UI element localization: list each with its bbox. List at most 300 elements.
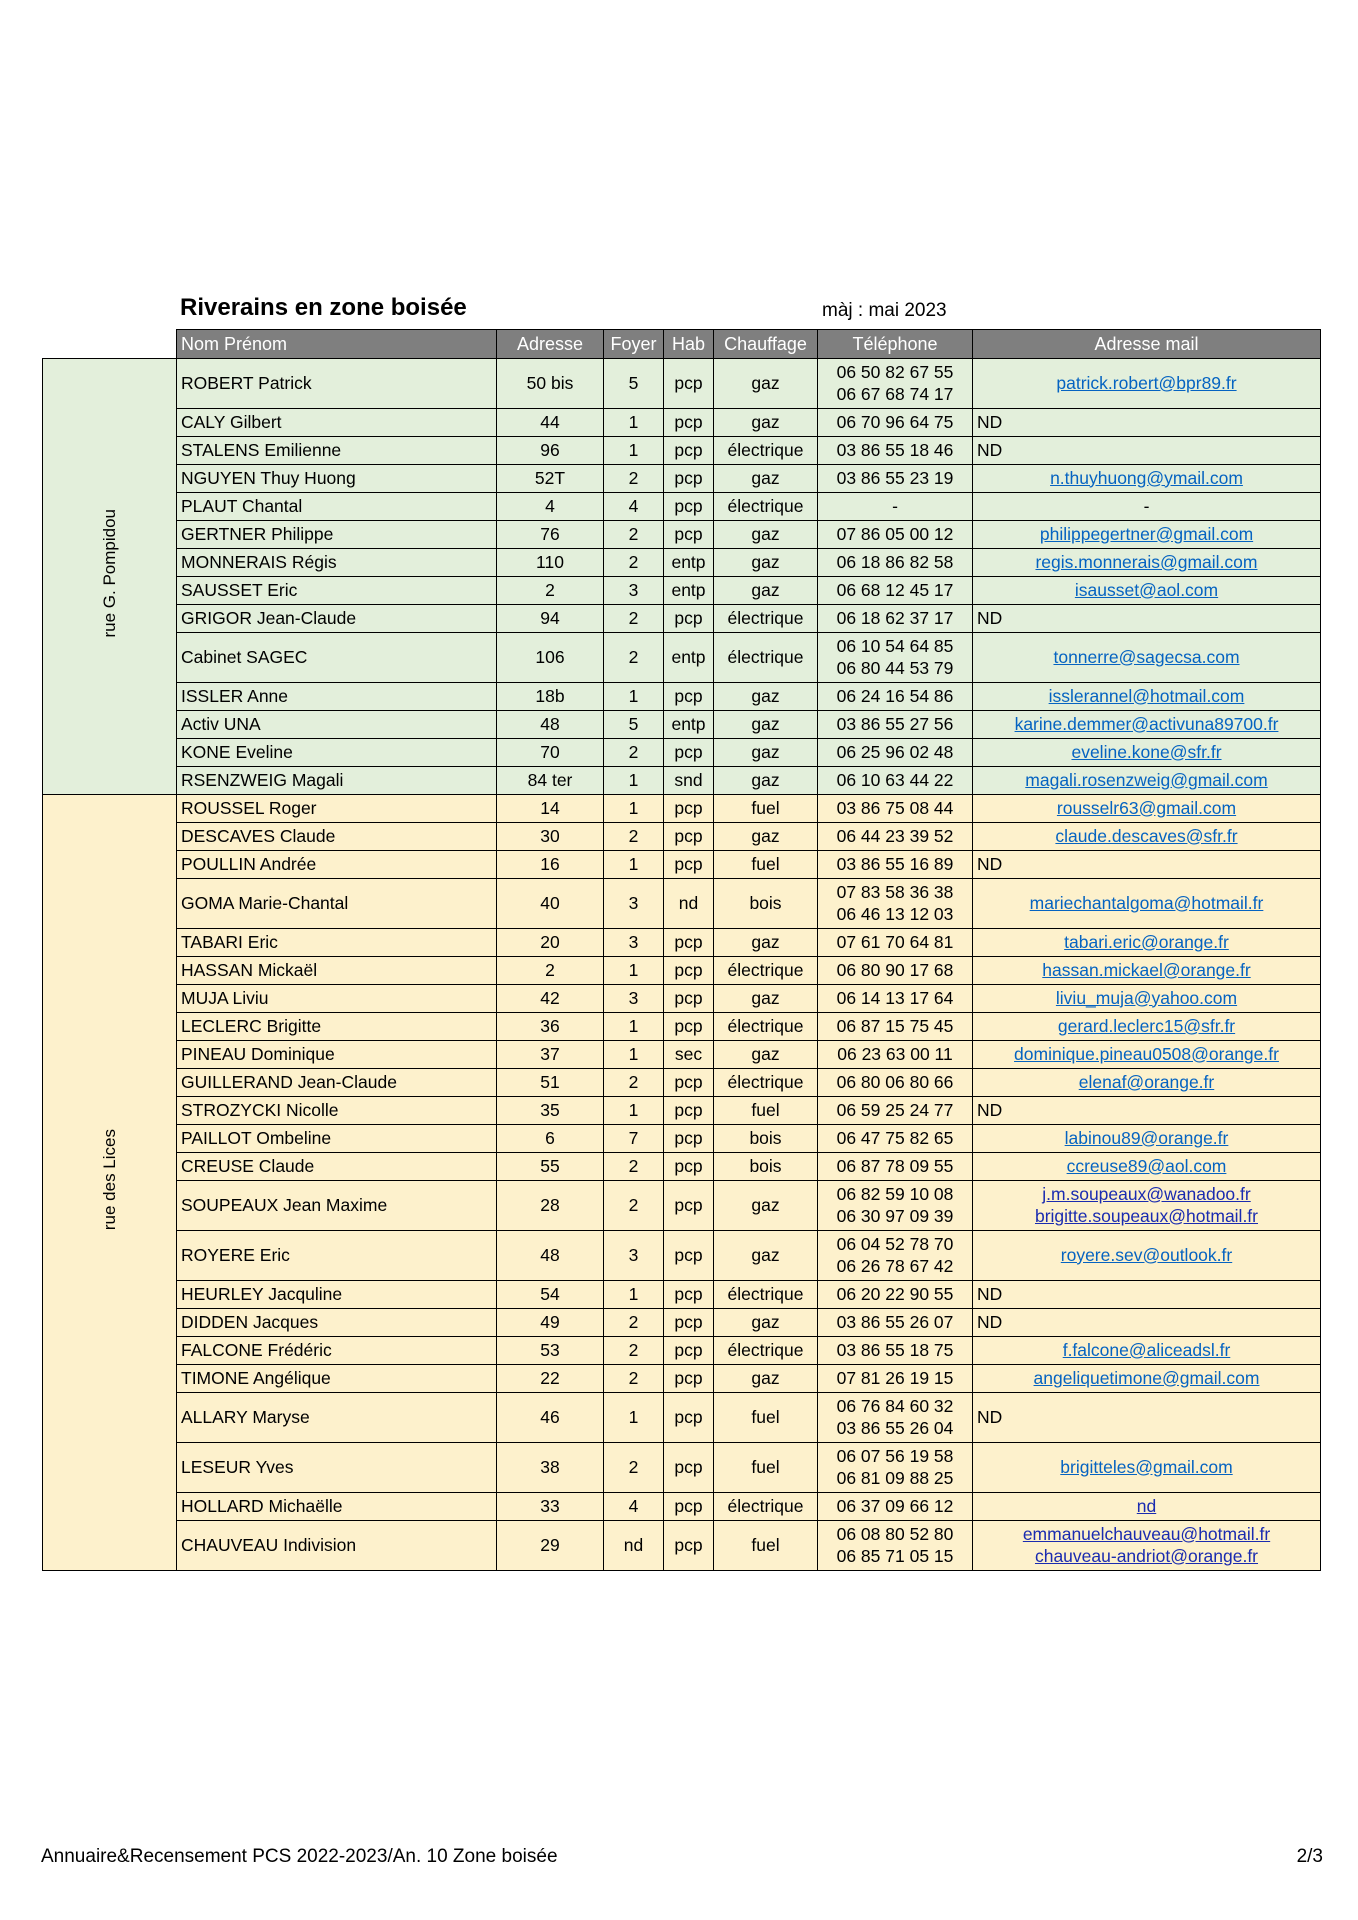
resident-name-cell: HOLLARD Michaëlle: [177, 1493, 497, 1521]
email-link[interactable]: ccreuse89@aol.com: [1066, 1155, 1227, 1176]
phone-number: 07 81 26 19 15: [836, 1367, 954, 1388]
phone-number: 06 44 23 39 52: [836, 825, 954, 846]
email-link[interactable]: isslerannel@hotmail.com: [1048, 685, 1245, 706]
email-cell: [973, 1069, 1321, 1097]
address-cell: 94: [497, 605, 604, 633]
hab-cell: pcp: [664, 1365, 714, 1393]
hab-cell: pcp: [664, 1337, 714, 1365]
heating-cell: gaz: [714, 549, 818, 577]
address-cell: 96: [497, 437, 604, 465]
resident-name-cell: NGUYEN Thuy Huong: [177, 465, 497, 493]
heating-cell: gaz: [714, 985, 818, 1013]
phone-number: 06 07 56 19 58: [836, 1445, 954, 1466]
hab-cell: pcp: [664, 1231, 714, 1281]
address-cell: 22: [497, 1365, 604, 1393]
table-row: [43, 633, 1321, 683]
address-cell: 37: [497, 1041, 604, 1069]
phone-cell: [818, 1337, 973, 1365]
resident-name-cell: GRIGOR Jean-Claude: [177, 605, 497, 633]
hab-cell: pcp: [664, 605, 714, 633]
address-cell: 46: [497, 1393, 604, 1443]
phone-cell: [818, 711, 973, 739]
email-cell: [973, 929, 1321, 957]
household-cell: 2: [604, 1153, 664, 1181]
household-cell: 1: [604, 1393, 664, 1443]
email-link[interactable]: gerard.leclerc15@sfr.fr: [1057, 1015, 1236, 1036]
household-cell: 2: [604, 549, 664, 577]
email-cell: [973, 521, 1321, 549]
heating-cell: fuel: [714, 1393, 818, 1443]
phone-number: 06 18 86 82 58: [836, 551, 954, 572]
resident-name-cell: KONE Eveline: [177, 739, 497, 767]
table-row: [43, 795, 1321, 823]
phone-cell: [818, 1393, 973, 1443]
address-cell: 55: [497, 1153, 604, 1181]
household-cell: 2: [604, 1443, 664, 1493]
address-cell: 49: [497, 1309, 604, 1337]
phone-number: 06 10 63 44 22: [836, 769, 954, 790]
heating-cell: fuel: [714, 1521, 818, 1571]
household-cell: 1: [604, 795, 664, 823]
address-cell: 106: [497, 633, 604, 683]
address-cell: 16: [497, 851, 604, 879]
email-cell: [973, 465, 1321, 493]
phone-number: 06 46 13 12 03: [836, 903, 954, 924]
resident-name-cell: ISSLER Anne: [177, 683, 497, 711]
hab-cell: pcp: [664, 437, 714, 465]
address-cell: 35: [497, 1097, 604, 1125]
household-cell: 3: [604, 1231, 664, 1281]
address-cell: 2: [497, 577, 604, 605]
phone-cell: [818, 1125, 973, 1153]
address-cell: 38: [497, 1443, 604, 1493]
phone-number: -: [892, 495, 898, 516]
email-cell: [973, 739, 1321, 767]
heating-cell: gaz: [714, 739, 818, 767]
phone-number: 03 86 55 18 75: [836, 1339, 954, 1360]
household-cell: 1: [604, 767, 664, 795]
table-row: [43, 577, 1321, 605]
household-cell: 3: [604, 929, 664, 957]
table-row: [43, 549, 1321, 577]
phone-number: 06 25 96 02 48: [836, 741, 954, 762]
email-link[interactable]: philippegertner@gmail.com: [1039, 523, 1254, 544]
table-row: [43, 711, 1321, 739]
email-cell: [973, 795, 1321, 823]
household-cell: 1: [604, 683, 664, 711]
email-cell: [973, 437, 1321, 465]
table-row: [43, 1231, 1321, 1281]
document-title: Riverains en zone boisée: [180, 294, 467, 321]
email-link[interactable]: magali.rosenzweig@gmail.com: [1025, 769, 1268, 790]
email-link[interactable]: j.m.soupeaux@wanadoo.fr: [1042, 1183, 1251, 1204]
header-heating: Chauffage: [714, 330, 818, 359]
email-text: ND: [977, 1099, 1003, 1120]
email-link[interactable]: liviu_muja@yahoo.com: [1055, 987, 1238, 1008]
email-link[interactable]: brigitteles@gmail.com: [1060, 1456, 1233, 1477]
header-address: Adresse: [497, 330, 604, 359]
table-row: [43, 1393, 1321, 1443]
resident-name-cell: CHAUVEAU Indivision: [177, 1521, 497, 1571]
table-row: [43, 929, 1321, 957]
phone-cell: [818, 1013, 973, 1041]
email-text: ND: [977, 411, 1003, 432]
phone-number: 06 47 75 82 65: [836, 1127, 954, 1148]
phone-cell: [818, 957, 973, 985]
resident-name-cell: RSENZWEIG Magali: [177, 767, 497, 795]
phone-cell: [818, 1521, 973, 1571]
email-link[interactable]: tabari.eric@orange.fr: [1064, 931, 1229, 952]
hab-cell: pcp: [664, 957, 714, 985]
email-cell: [973, 1493, 1321, 1521]
resident-name-cell: HEURLEY Jacquline: [177, 1281, 497, 1309]
email-cell: [973, 1097, 1321, 1125]
email-text: ND: [977, 439, 1003, 460]
heating-cell: gaz: [714, 683, 818, 711]
email-cell: [973, 1153, 1321, 1181]
table-row: [43, 1153, 1321, 1181]
household-cell: 2: [604, 1069, 664, 1097]
phone-number: 06 70 96 64 75: [836, 411, 954, 432]
email-link[interactable]: isausset@aol.com: [1074, 579, 1219, 600]
email-link[interactable]: labinou89@orange.fr: [1064, 1127, 1229, 1148]
resident-name-cell: CREUSE Claude: [177, 1153, 497, 1181]
email-cell: [973, 985, 1321, 1013]
household-cell: 4: [604, 1493, 664, 1521]
phone-cell: [818, 1097, 973, 1125]
household-cell: nd: [604, 1521, 664, 1571]
resident-name-cell: PLAUT Chantal: [177, 493, 497, 521]
email-link[interactable]: elenaf@orange.fr: [1078, 1071, 1215, 1092]
address-cell: 6: [497, 1125, 604, 1153]
email-link[interactable]: brigitte.soupeaux@hotmail.fr: [1034, 1205, 1258, 1226]
address-cell: 42: [497, 985, 604, 1013]
phone-cell: [818, 929, 973, 957]
email-link[interactable]: n.thuyhuong@ymail.com: [1050, 467, 1243, 488]
heating-cell: électrique: [714, 1281, 818, 1309]
table-row: [43, 465, 1321, 493]
heating-cell: gaz: [714, 359, 818, 409]
hab-cell: pcp: [664, 1097, 714, 1125]
phone-cell: [818, 1041, 973, 1069]
table-row: [43, 1013, 1321, 1041]
resident-name-cell: Cabinet SAGEC: [177, 633, 497, 683]
phone-cell: [818, 549, 973, 577]
email-cell: [973, 493, 1321, 521]
phone-cell: [818, 767, 973, 795]
resident-name-cell: GERTNER Philippe: [177, 521, 497, 549]
email-link[interactable]: royere.sev@outlook.fr: [1060, 1244, 1233, 1265]
address-cell: 54: [497, 1281, 604, 1309]
table-row: [43, 739, 1321, 767]
address-cell: 30: [497, 823, 604, 851]
email-link[interactable]: tonnerre@sagecsa.com: [1053, 646, 1240, 667]
email-link[interactable]: hassan.mickael@orange.fr: [1042, 959, 1251, 980]
resident-name-cell: MONNERAIS Régis: [177, 549, 497, 577]
phone-number: 06 23 63 00 11: [837, 1043, 953, 1064]
phone-cell: [818, 1181, 973, 1231]
household-cell: 2: [604, 521, 664, 549]
table-row: [43, 605, 1321, 633]
email-link[interactable]: chauveau-andriot@orange.fr: [1034, 1545, 1259, 1566]
resident-name-cell: LESEUR Yves: [177, 1443, 497, 1493]
address-cell: 18b: [497, 683, 604, 711]
household-cell: 1: [604, 1013, 664, 1041]
resident-name-cell: DESCAVES Claude: [177, 823, 497, 851]
household-cell: 1: [604, 1097, 664, 1125]
heating-cell: électrique: [714, 605, 818, 633]
heating-cell: gaz: [714, 1041, 818, 1069]
phone-number: 06 76 84 60 32: [836, 1395, 954, 1416]
email-text: ND: [977, 1406, 1003, 1427]
address-cell: 33: [497, 1493, 604, 1521]
email-link[interactable]: dominique.pineau0508@orange.fr: [1014, 1043, 1279, 1064]
heating-cell: bois: [714, 879, 818, 929]
header-hab: Hab: [664, 330, 714, 359]
footer-document-reference: Annuaire&Recensement PCS 2022-2023/An. 10 Zone boisée: [41, 1846, 558, 1867]
table-row: [43, 1281, 1321, 1309]
heating-cell: gaz: [714, 767, 818, 795]
table-row: [43, 957, 1321, 985]
hab-cell: pcp: [664, 1153, 714, 1181]
table-row: [43, 1443, 1321, 1493]
email-cell: [973, 851, 1321, 879]
email-text: ND: [977, 1311, 1003, 1332]
household-cell: 1: [604, 1041, 664, 1069]
email-text: -: [1143, 495, 1150, 516]
address-cell: 53: [497, 1337, 604, 1365]
heating-cell: gaz: [714, 409, 818, 437]
resident-name-cell: GUILLERAND Jean-Claude: [177, 1069, 497, 1097]
resident-name-cell: TIMONE Angélique: [177, 1365, 497, 1393]
address-cell: 76: [497, 521, 604, 549]
heating-cell: électrique: [714, 633, 818, 683]
household-cell: 1: [604, 957, 664, 985]
table-row: [43, 683, 1321, 711]
address-cell: 36: [497, 1013, 604, 1041]
resident-name-cell: SOUPEAUX Jean Maxime: [177, 1181, 497, 1231]
street-group-pompidou: [43, 359, 177, 795]
email-text: ND: [977, 607, 1003, 628]
address-cell: 84 ter: [497, 767, 604, 795]
email-text: ND: [977, 1283, 1003, 1304]
household-cell: 7: [604, 1125, 664, 1153]
resident-name-cell: FALCONE Frédéric: [177, 1337, 497, 1365]
phone-number: 03 86 55 26 04: [836, 1417, 954, 1438]
email-cell: [973, 409, 1321, 437]
phone-cell: [818, 493, 973, 521]
household-cell: 2: [604, 605, 664, 633]
email-link[interactable]: angeliquetimone@gmail.com: [1033, 1367, 1260, 1388]
address-cell: 48: [497, 711, 604, 739]
phone-number: 06 26 78 67 42: [836, 1255, 954, 1276]
email-link[interactable]: mariechantalgoma@hotmail.fr: [1029, 892, 1264, 913]
email-cell: [973, 957, 1321, 985]
address-cell: 28: [497, 1181, 604, 1231]
phone-cell: [818, 879, 973, 929]
hab-cell: pcp: [664, 1125, 714, 1153]
household-cell: 2: [604, 739, 664, 767]
header-spacer: [43, 330, 177, 359]
heating-cell: fuel: [714, 1443, 818, 1493]
resident-name-cell: CALY Gilbert: [177, 409, 497, 437]
phone-number: 06 80 06 80 66: [836, 1071, 954, 1092]
household-cell: 2: [604, 1181, 664, 1231]
table-row: [43, 985, 1321, 1013]
email-cell: [973, 1181, 1321, 1231]
hab-cell: pcp: [664, 795, 714, 823]
email-cell: [973, 1281, 1321, 1309]
resident-name-cell: Activ UNA: [177, 711, 497, 739]
email-cell: [973, 823, 1321, 851]
phone-cell: [818, 851, 973, 879]
phone-cell: [818, 1443, 973, 1493]
email-link[interactable]: f.falcone@aliceadsl.fr: [1062, 1339, 1231, 1360]
email-link[interactable]: nd: [1136, 1495, 1157, 1516]
phone-cell: [818, 1365, 973, 1393]
phone-number: 06 14 13 17 64: [836, 987, 954, 1008]
phone-number: 07 86 05 00 12: [836, 523, 954, 544]
phone-cell: [818, 521, 973, 549]
heating-cell: gaz: [714, 1365, 818, 1393]
table-row: [43, 823, 1321, 851]
email-cell: [973, 1309, 1321, 1337]
phone-cell: [818, 1231, 973, 1281]
phone-cell: [818, 1153, 973, 1181]
resident-name-cell: ALLARY Maryse: [177, 1393, 497, 1443]
email-link[interactable]: rousselr63@gmail.com: [1056, 797, 1237, 818]
heating-cell: électrique: [714, 1493, 818, 1521]
phone-number: 06 59 25 24 77: [836, 1099, 954, 1120]
resident-name-cell: TABARI Eric: [177, 929, 497, 957]
household-cell: 2: [604, 633, 664, 683]
email-cell: [973, 549, 1321, 577]
table-row: [43, 851, 1321, 879]
email-link[interactable]: eveline.kone@sfr.fr: [1071, 741, 1222, 762]
hab-cell: pcp: [664, 1443, 714, 1493]
email-link[interactable]: emmanuelchauveau@hotmail.fr: [1022, 1523, 1271, 1544]
heating-cell: bois: [714, 1153, 818, 1181]
address-cell: 2: [497, 957, 604, 985]
resident-name-cell: SAUSSET Eric: [177, 577, 497, 605]
table-row: [43, 359, 1321, 409]
phone-number: 06 50 82 67 55: [836, 361, 954, 382]
phone-cell: [818, 823, 973, 851]
household-cell: 5: [604, 711, 664, 739]
header-email: Adresse mail: [973, 330, 1321, 359]
email-cell: [973, 359, 1321, 409]
phone-number: 03 86 55 16 89: [836, 853, 954, 874]
email-cell: [973, 1231, 1321, 1281]
street-group-lices: [43, 795, 177, 1571]
heating-cell: gaz: [714, 1309, 818, 1337]
phone-cell: [818, 1309, 973, 1337]
address-cell: 70: [497, 739, 604, 767]
hab-cell: pcp: [664, 1393, 714, 1443]
table-row: [43, 767, 1321, 795]
email-link[interactable]: claude.descaves@sfr.fr: [1055, 825, 1238, 846]
update-date: màj : mai 2023: [822, 300, 947, 321]
street-label: rue des Lices: [99, 1129, 119, 1231]
phone-cell: [818, 359, 973, 409]
email-cell: [973, 1365, 1321, 1393]
phone-number: 06 18 62 37 17: [836, 607, 954, 628]
household-cell: 1: [604, 1281, 664, 1309]
phone-number: 06 68 12 45 17: [836, 579, 954, 600]
heating-cell: gaz: [714, 711, 818, 739]
header-phone: Téléphone: [818, 330, 973, 359]
household-cell: 5: [604, 359, 664, 409]
email-cell: [973, 879, 1321, 929]
heating-cell: électrique: [714, 1069, 818, 1097]
email-link[interactable]: karine.demmer@activuna89700.fr: [1014, 713, 1279, 734]
heating-cell: électrique: [714, 957, 818, 985]
email-link[interactable]: patrick.robert@bpr89.fr: [1056, 372, 1237, 393]
heating-cell: fuel: [714, 795, 818, 823]
phone-number: 07 83 58 36 38: [836, 881, 954, 902]
address-cell: 4: [497, 493, 604, 521]
household-cell: 1: [604, 437, 664, 465]
hab-cell: sec: [664, 1041, 714, 1069]
heating-cell: gaz: [714, 1231, 818, 1281]
table-body: [43, 359, 1321, 1571]
phone-cell: [818, 409, 973, 437]
header-name: Nom Prénom: [177, 330, 497, 359]
resident-name-cell: MUJA Liviu: [177, 985, 497, 1013]
phone-cell: [818, 577, 973, 605]
address-cell: 52T: [497, 465, 604, 493]
footer-page-number: 2/3: [1296, 1846, 1323, 1867]
phone-cell: [818, 683, 973, 711]
table-row: [43, 1337, 1321, 1365]
hab-cell: pcp: [664, 359, 714, 409]
email-link[interactable]: regis.monnerais@gmail.com: [1035, 551, 1258, 572]
hab-cell: pcp: [664, 1493, 714, 1521]
heating-cell: fuel: [714, 1097, 818, 1125]
hab-cell: snd: [664, 767, 714, 795]
table-row: [43, 1493, 1321, 1521]
email-cell: [973, 1337, 1321, 1365]
phone-cell: [818, 605, 973, 633]
table-row: [43, 1125, 1321, 1153]
address-cell: 44: [497, 409, 604, 437]
table-row: [43, 521, 1321, 549]
resident-name-cell: STROZYCKI Nicolle: [177, 1097, 497, 1125]
hab-cell: entp: [664, 633, 714, 683]
table-row: [43, 493, 1321, 521]
resident-name-cell: LECLERC Brigitte: [177, 1013, 497, 1041]
heating-cell: gaz: [714, 521, 818, 549]
hab-cell: pcp: [664, 1521, 714, 1571]
email-cell: [973, 605, 1321, 633]
phone-number: 06 10 54 64 85: [836, 635, 954, 656]
resident-name-cell: PAILLOT Ombeline: [177, 1125, 497, 1153]
phone-number: 03 86 75 08 44: [836, 797, 954, 818]
phone-number: 06 20 22 90 55: [836, 1283, 954, 1304]
email-cell: [973, 767, 1321, 795]
phone-number: 06 30 97 09 39: [836, 1205, 954, 1226]
phone-number: 03 86 55 26 07: [836, 1311, 954, 1332]
household-cell: 3: [604, 879, 664, 929]
address-cell: 14: [497, 795, 604, 823]
hab-cell: entp: [664, 549, 714, 577]
phone-cell: [818, 1493, 973, 1521]
household-cell: 3: [604, 985, 664, 1013]
email-cell: [973, 1041, 1321, 1069]
resident-name-cell: ROUSSEL Roger: [177, 795, 497, 823]
email-cell: [973, 1443, 1321, 1493]
household-cell: 1: [604, 851, 664, 879]
